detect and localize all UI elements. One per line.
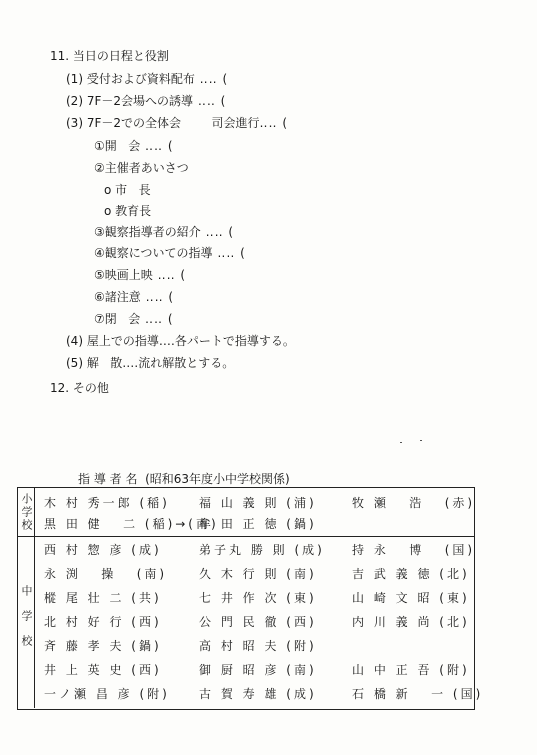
outline-item-5: [66, 356, 234, 370]
table-row: [44, 541, 476, 559]
staff-name: 古 賀 寿 雄 (成): [199, 687, 317, 701]
table-row: [44, 685, 484, 703]
table-row: [44, 661, 470, 679]
staff-name: 持 永 博 (国): [352, 543, 476, 557]
staff-name: 斉 藤 孝 夫 (鍋): [44, 639, 162, 653]
outline-item-3-dots: ‥‥ (: [259, 116, 289, 130]
outline-subitem-1: [94, 139, 174, 153]
outline-subitem-6-text: ⑥諸注意: [94, 290, 141, 304]
outline-item-4: [66, 334, 295, 348]
elementary-section: [18, 488, 474, 537]
outline-subitem-4: [94, 246, 246, 260]
staff-name: 一ノ瀬 昌 彦 (附): [44, 687, 170, 701]
elementary-label: 小学校: [18, 488, 35, 536]
table-row: [44, 565, 470, 583]
outline-subitem-6: [94, 290, 174, 304]
staff-name: 内 川 義 尚 (北): [352, 615, 470, 629]
staff-name: 井 上 英 史 (西): [44, 663, 162, 677]
staff-name: 石 橋 新 一 (国): [352, 687, 484, 701]
outline-subitem-7: [94, 312, 174, 326]
staff-name: 永 渕 操 (南): [44, 567, 168, 581]
outline-subitem-3: [94, 225, 234, 239]
staff-name: 樅 尾 壮 二 (共): [44, 591, 162, 605]
staff-name: 牧 瀬 浩 (赤): [352, 496, 476, 510]
outline-subitem-1-dots: ‥‥ (: [140, 139, 174, 153]
outline-item-2-text: (2) 7F－2会場への誘導: [66, 94, 193, 108]
section-11-heading: 11. 当日の日程と役割: [50, 49, 169, 63]
staff-name: 御 厨 昭 彦 (南): [199, 663, 317, 677]
outline-subitem-2-mayor-text: o 市 長: [104, 183, 151, 197]
table-row: [44, 515, 470, 533]
outline-item-2: [66, 94, 226, 108]
outline-subitem-1-text: ①開 会: [94, 139, 141, 153]
staff-table-title: 指 導 者 名 (昭和63年度小中学校関係): [78, 472, 290, 486]
outline-subitem-5-dots: ‥‥ (: [152, 268, 187, 282]
section-12-heading: 12. その他: [50, 381, 109, 395]
scan-speck: [420, 440, 422, 441]
staff-name: 久 木 行 則 (南): [199, 567, 317, 581]
outline-subitem-2-superintendent: [104, 204, 151, 218]
outline-subitem-4-text: ④観察についての指導: [94, 246, 213, 260]
outline-item-3: [66, 116, 288, 130]
staff-name: 七 井 作 次 (東): [199, 591, 317, 605]
staff-name: 山 崎 文 昭 (東): [352, 591, 470, 605]
staff-name: 牟 田 正 徳 (鍋): [199, 517, 317, 531]
outline-subitem-2-text: ②主催者あいさつ: [94, 161, 189, 175]
outline-subitem-4-dots: ‥‥ (: [212, 246, 246, 260]
staff-name: 山 中 正 吾 (附): [352, 663, 470, 677]
outline-subitem-2-superintendent-text: o 教育長: [104, 204, 152, 218]
table-row: [44, 613, 470, 631]
outline-item-4-text: (4) 屋上での指導‥‥各パートで指導する。: [66, 334, 295, 348]
staff-name: 西 村 惣 彦 (成): [44, 543, 162, 557]
staff-name: 黒 田 健 二 (稲)→(南): [44, 517, 219, 531]
staff-name: 福 山 義 則 (浦): [199, 496, 317, 510]
outline-subitem-6-dots: ‥‥ (: [140, 290, 175, 304]
table-row: [44, 494, 476, 512]
staff-table: [17, 487, 484, 710]
outline-subitem-2-mayor: [104, 183, 151, 197]
outline-subitem-5-text: ⑤映画上映: [94, 268, 153, 282]
outline-item-5-text: (5) 解 散‥‥流れ解散とする。: [66, 356, 235, 370]
staff-name: 北 村 好 行 (西): [44, 615, 162, 629]
scan-speck: [400, 442, 402, 443]
staff-name: 高 村 昭 夫 (附): [199, 639, 317, 653]
junior-high-section: [18, 536, 484, 708]
outline-subitem-2: [94, 161, 189, 175]
outline-item-1-dots: ‥‥ (: [194, 72, 229, 86]
outline-item-3-text: (3) 7F－2での全体会 司会進行: [66, 116, 260, 130]
junior-high-label: 中学校: [18, 536, 35, 708]
table-row: [44, 589, 470, 607]
staff-name: 木 村 秀一郎 (稲): [44, 496, 170, 510]
outline-item-1: [66, 72, 228, 86]
staff-name: 公 門 民 徹 (西): [199, 615, 317, 629]
outline-subitem-7-text: ⑦閉 会: [94, 312, 141, 326]
outline-item-2-dots: ‥‥ (: [193, 94, 227, 108]
outline-subitem-7-dots: ‥‥ (: [140, 312, 174, 326]
outline-subitem-3-dots: ‥‥ (: [200, 225, 235, 239]
staff-name: 弟子丸 勝 則 (成): [199, 543, 325, 557]
outline-subitem-5: [94, 268, 186, 282]
outline-item-1-text: (1) 受付および資料配布: [66, 72, 195, 86]
outline-subitem-3-text: ③観察指導者の紹介: [94, 225, 201, 239]
table-row: [44, 637, 470, 655]
staff-name: 吉 武 義 徳 (北): [352, 567, 470, 581]
